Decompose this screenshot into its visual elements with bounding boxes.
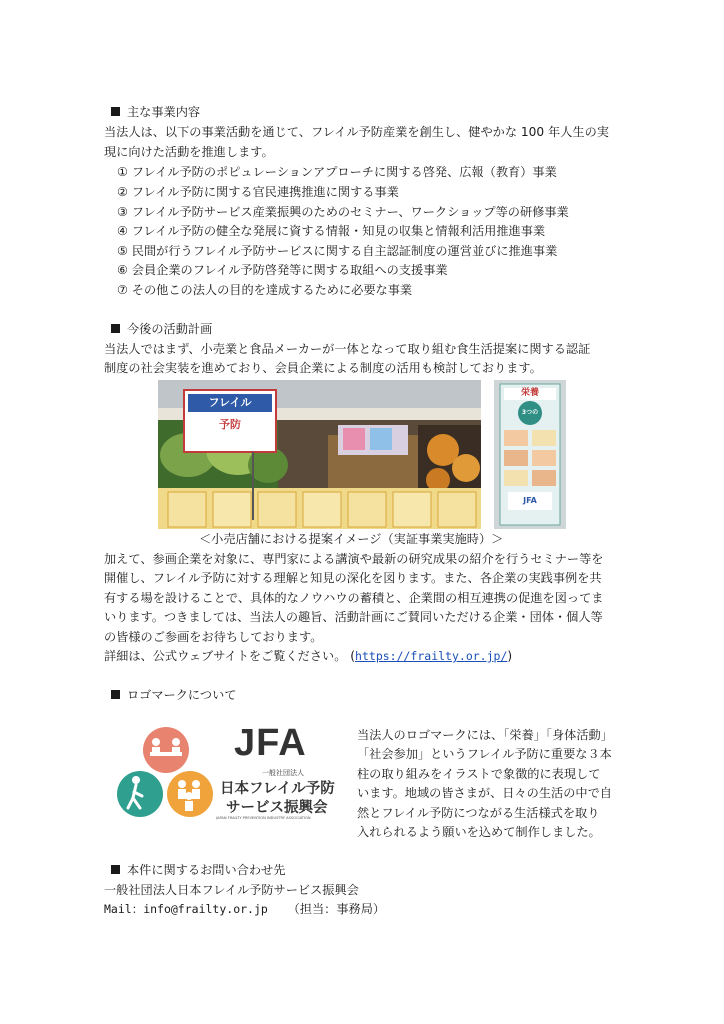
logo-english-name: JAPAN FRAILTY PREVENTION INDUSTRY ASSOCIATION <box>216 816 311 820</box>
photo-caption: ＜小売店舗における提案イメージ（実証事業実施時）＞ <box>199 532 504 546</box>
business-item: ⑤ 民間が行うフレイル予防サービスに関する自主認証制度の運営並びに推進事業 <box>117 244 558 258</box>
logo-description-1: 当法人のロゴマークには、「栄養」「身体活動」 <box>357 728 613 742</box>
square-bullet-icon <box>111 107 120 116</box>
plan-body-1: 加えて、参画企業を対象に、専門家による講演や最新の研究成果の紹介を行うセミナー等を <box>104 552 604 566</box>
plan-body-2: 開催し、フレイル予防に対する理解と知見の深化を図ります。また、各企業の実践事例を共 <box>104 571 602 585</box>
details-prefix: 詳細は、公式ウェブサイトをご覧ください。 ( <box>104 649 356 663</box>
details-suffix: ) <box>507 649 513 663</box>
plan-intro-2: 制度の社会実装を進めており、会員企業による制度の活用も検討しております。 <box>104 361 542 375</box>
plan-heading <box>111 320 212 338</box>
business-item: ④ フレイル予防の健全な発展に資する情報・知見の収集と情報利活用推進事業 <box>117 224 546 238</box>
contact-mail-line <box>104 900 385 918</box>
details-line <box>104 647 512 665</box>
main-business-heading-text: 主な事業内容 <box>127 105 201 119</box>
logo-name-line2: サービス振興会 <box>226 800 328 816</box>
business-item: ⑥ 会員企業のフレイル予防啓発等に関する取組への支援事業 <box>117 263 448 277</box>
jfa-logo <box>116 722 336 826</box>
logo-mark-text: JFA <box>234 722 307 764</box>
plan-body-3: 有する場を設けることで、具体的なノウハウの蓄積と、企業間の相互連携の促進を図ってま <box>104 591 604 605</box>
logo-description-3: 柱の取り組みをイラストで象徴的に表現して <box>357 767 601 781</box>
square-bullet-icon <box>111 690 120 699</box>
main-business-intro-1: 当法人は、以下の事業活動を通じて、フレイル予防産業を創生し、健やかな 100 年人生の実 <box>104 125 609 139</box>
store-shelf-photo <box>158 380 481 529</box>
contact-heading <box>111 861 285 879</box>
business-item: ① フレイル予防のポピュレーションアプローチに関する啓発、広報（教育）事業 <box>117 165 557 179</box>
contact-org: 一般社団法人日本フレイル予防サービス振興会 <box>104 883 359 897</box>
logo-section-heading <box>111 686 236 704</box>
logo-emblem-icon <box>116 726 216 826</box>
logo-description-6: 入れられるよう願いを込めて制作しました。 <box>357 825 601 839</box>
plan-body-5: の皆様のご参画をお待ちしております。 <box>104 630 323 644</box>
contact-heading-text: 本件に関するお問い合わせ先 <box>127 863 286 877</box>
panel-circle-text: 3つの <box>521 409 539 416</box>
website-link[interactable]: https://frailty.or.jp/ <box>355 649 508 663</box>
pop-sign-subtitle: 予防 <box>219 418 241 431</box>
logo-description-4: います。地域の皆さまが、日々の生活の中で自 <box>357 786 612 800</box>
plan-heading-text: 今後の活動計画 <box>127 322 213 336</box>
business-item: ② フレイル予防に関する官民連携推進に関する事業 <box>117 185 399 199</box>
logo-description-2: 「社会参加」というフレイル予防に重要な３本 <box>357 747 612 761</box>
business-item: ③ フレイル予防サービス産業振興のためのセミナー、ワークショップ等の研修事業 <box>117 205 569 219</box>
contact-mail[interactable]: Mail：info@frailty.or.jp <box>104 902 268 916</box>
plan-body-4: いります。つきましては、当法人の趣旨、活動計画にご賛同いただける企業・団体・個人等 <box>104 610 603 624</box>
square-bullet-icon <box>111 324 120 333</box>
logo-section-heading-text: ロゴマークについて <box>127 688 237 702</box>
contact-person: （担当：事務局） <box>287 902 386 916</box>
panel-logo-text: JFA <box>523 496 537 505</box>
panel-title: 栄養 <box>520 388 539 398</box>
pop-sign-title: フレイル <box>208 396 252 409</box>
nutrition-panel-photo <box>494 380 566 529</box>
business-item: ⑦ その他この法人の目的を達成するために必要な事業 <box>117 283 413 297</box>
main-business-intro-2: 現に向けた活動を推進します。 <box>104 145 274 159</box>
square-bullet-icon <box>111 865 120 874</box>
logo-org-type: 一般社団法人 <box>262 769 304 777</box>
plan-intro-1: 当法人ではまず、小売業と食品メーカーが一体となって取り組む食生活提案に関する認証 <box>104 342 591 356</box>
main-business-heading <box>111 103 200 121</box>
logo-description-5: 然とフレイル予防につながる生活様式を取り <box>357 806 600 820</box>
logo-name-line1: 日本フレイル予防 <box>220 781 335 797</box>
